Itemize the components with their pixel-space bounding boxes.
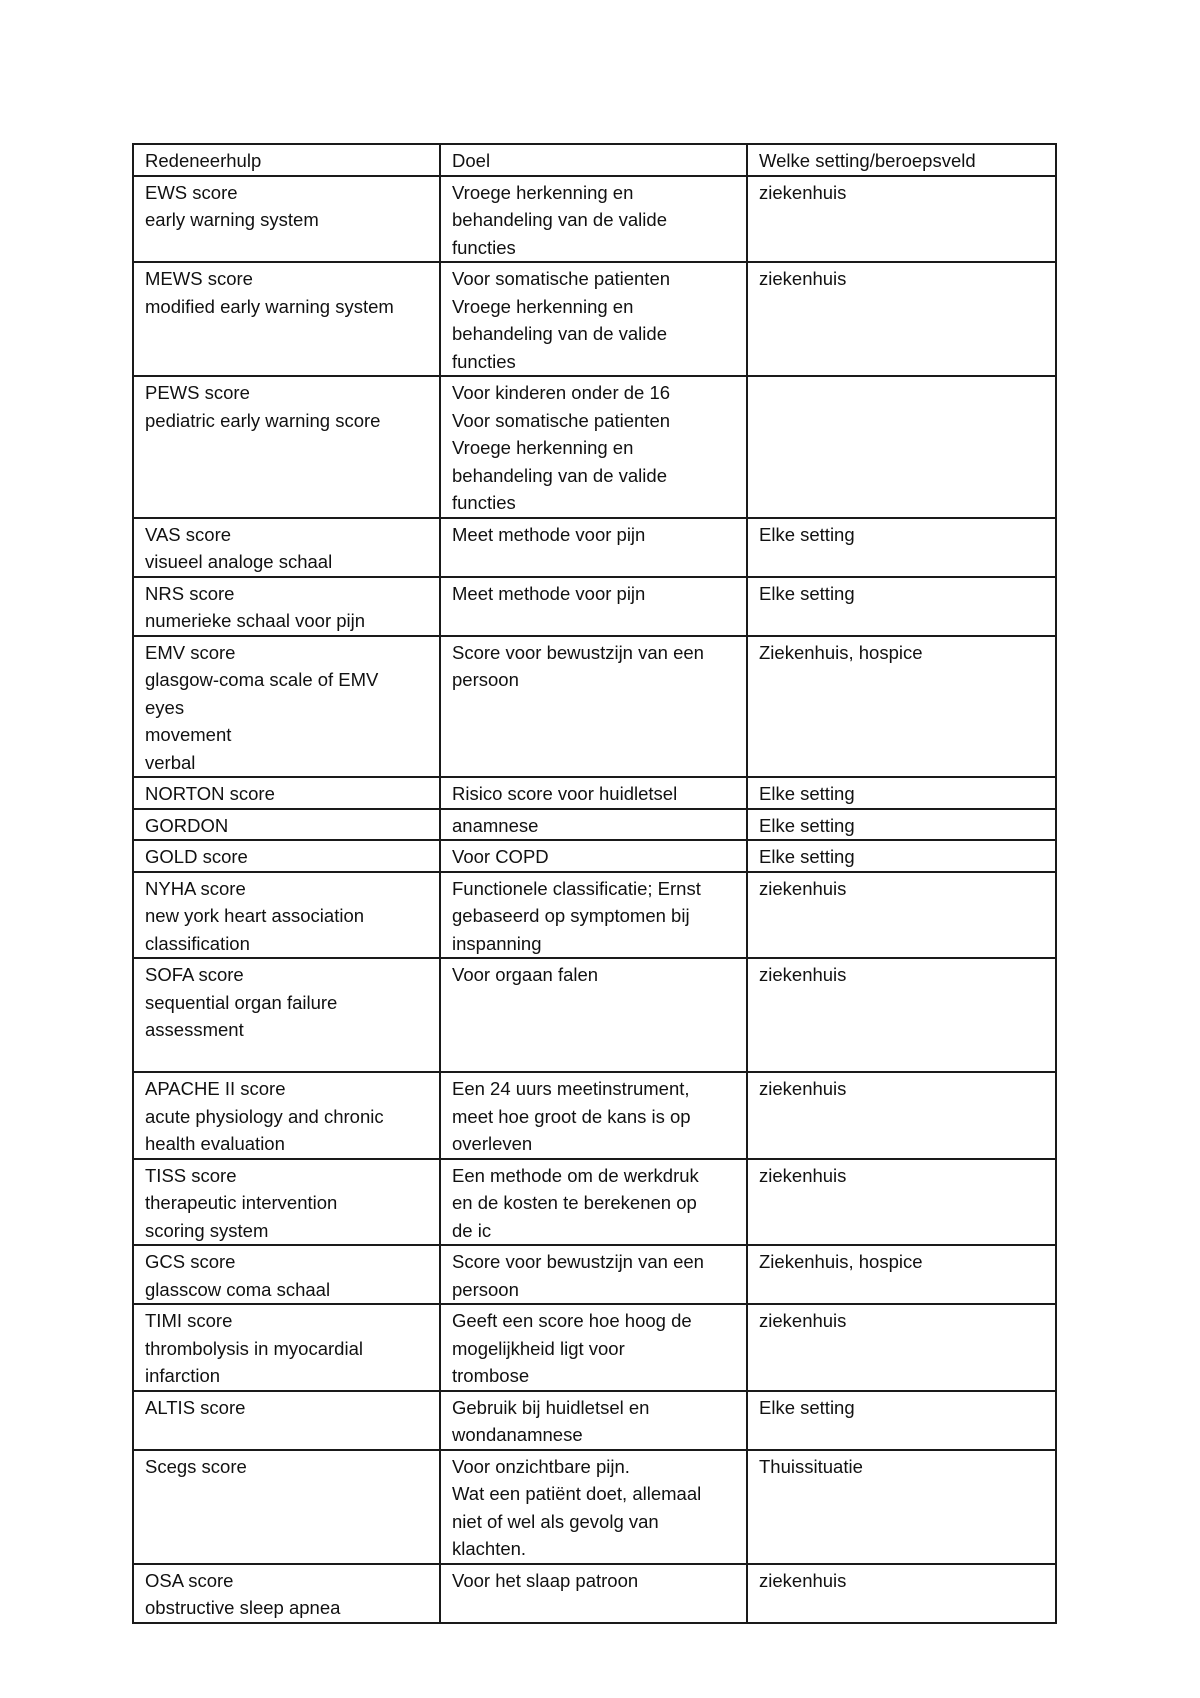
setting-cell <box>747 809 1056 841</box>
table-row <box>133 636 1056 778</box>
setting-cell <box>747 1564 1056 1623</box>
table-row <box>133 958 1056 1072</box>
cell-line: behandeling van de valide <box>452 323 667 344</box>
cell-line: ziekenhuis <box>759 181 847 203</box>
cell-line: ziekenhuis <box>759 964 847 985</box>
setting-cell <box>747 1245 1056 1304</box>
cell-line: assessment <box>145 1019 244 1040</box>
table-row <box>133 518 1056 577</box>
cell-line: OSA score <box>145 1569 234 1591</box>
cell-line: niet of wel als gevolg van <box>452 1510 659 1532</box>
tool-cell <box>133 176 440 263</box>
cell-line: Vroege herkenning en <box>452 295 634 317</box>
tool-cell <box>133 1564 440 1623</box>
goal-cell <box>440 1450 747 1564</box>
tool-cell <box>133 777 440 809</box>
goal-cell <box>440 1159 747 1246</box>
cell-line: meet hoe groot de kans is op <box>452 1105 691 1127</box>
cell-line: verbal <box>145 751 196 773</box>
setting-cell <box>747 1072 1056 1159</box>
setting-cell <box>747 636 1056 778</box>
cell-line: sequential organ failure <box>145 991 338 1013</box>
cell-line: Functionele classificatie; Ernst <box>452 877 701 899</box>
cell-line: early warning system <box>145 209 319 230</box>
cell-line: Meet methode voor pijn <box>452 582 646 604</box>
cell-line: Elke setting <box>759 582 855 604</box>
cell-line: Voor kinderen onder de 16 <box>452 382 671 403</box>
header-cell: Doel <box>440 144 747 176</box>
cell-line: ziekenhuis <box>759 268 847 289</box>
cell-line: anamnese <box>452 814 539 836</box>
setting-cell <box>747 518 1056 577</box>
setting-cell <box>747 1304 1056 1391</box>
table-row <box>133 1391 1056 1450</box>
cell-line: Een 24 uurs meetinstrument, <box>452 1078 690 1099</box>
setting-cell <box>747 376 1056 518</box>
tool-cell <box>133 872 440 959</box>
goal-cell <box>440 777 747 809</box>
cell-line: Elke setting <box>759 814 855 836</box>
header-cell: Welke setting/beroepsveld <box>747 144 1056 176</box>
tool-cell <box>133 577 440 636</box>
cell-line: persoon <box>452 1278 519 1300</box>
cell-line: infarction <box>145 1365 221 1386</box>
table-row <box>133 1245 1056 1304</box>
goal-cell <box>440 577 747 636</box>
tool-cell <box>133 262 440 376</box>
table-row <box>133 1450 1056 1564</box>
cell-line: Vroege herkenning en <box>452 437 634 458</box>
tool-cell <box>133 958 440 1072</box>
tool-cell <box>133 1391 440 1450</box>
setting-cell <box>747 777 1056 809</box>
cell-line: Voor somatische patienten <box>452 409 671 431</box>
cell-line: Een methode om de werkdruk <box>452 1164 699 1186</box>
tool-cell <box>133 1159 440 1246</box>
cell-line: thrombolysis in myocardial <box>145 1337 363 1359</box>
cell-line: behandeling van de valide <box>452 209 667 230</box>
cell-line: functies <box>452 492 516 513</box>
tool-cell <box>133 1450 440 1564</box>
goal-cell <box>440 376 747 518</box>
setting-cell <box>747 577 1056 636</box>
cell-line: EMV score <box>145 641 236 663</box>
cell-line: numerieke schaal voor pijn <box>145 610 366 631</box>
setting-cell <box>747 958 1056 1072</box>
goal-cell <box>440 518 747 577</box>
cell-line: therapeutic intervention <box>145 1192 338 1213</box>
cell-line: Meet methode voor pijn <box>452 523 646 545</box>
goal-cell <box>440 1072 747 1159</box>
cell-line: Score voor bewustzijn van een <box>452 641 704 663</box>
cell-line: GORDON <box>145 814 229 836</box>
cell-line: Score voor bewustzijn van een <box>452 1251 704 1272</box>
goal-cell <box>440 1391 747 1450</box>
table-row <box>133 840 1056 872</box>
table-row <box>133 1072 1056 1159</box>
table-row <box>133 262 1056 376</box>
setting-cell <box>747 872 1056 959</box>
cell-line: Geeft een score hoe hoog de <box>452 1310 692 1331</box>
setting-cell <box>747 840 1056 872</box>
table-body <box>133 176 1056 1623</box>
cell-line: gebaseerd op symptomen bij <box>452 905 690 926</box>
cell-line: PEWS score <box>145 382 250 403</box>
cell-line: klachten. <box>452 1538 527 1559</box>
tool-cell <box>133 1072 440 1159</box>
setting-cell <box>747 1450 1056 1564</box>
cell-line: Gebruik bij huidletsel en <box>452 1396 650 1418</box>
tool-cell <box>133 809 440 841</box>
cell-line: ziekenhuis <box>759 1078 847 1099</box>
cell-line: de ic <box>452 1219 492 1241</box>
setting-cell <box>747 262 1056 376</box>
cell-line: eyes <box>145 696 185 718</box>
cell-line: Voor orgaan falen <box>452 964 599 985</box>
goal-cell <box>440 809 747 841</box>
cell-line: functies <box>452 236 516 258</box>
cell-line: obstructive sleep apnea <box>145 1597 341 1618</box>
cell-line: mogelijkheid ligt voor <box>452 1337 625 1359</box>
cell-line: TISS score <box>145 1164 237 1186</box>
setting-cell <box>747 1159 1056 1246</box>
cell-line: glasgow-coma scale of EMV <box>145 669 379 690</box>
tool-cell <box>133 636 440 778</box>
tool-cell <box>133 376 440 518</box>
cell-line: wondanamnese <box>452 1424 583 1445</box>
cell-line: Voor onzichtbare pijn. <box>452 1455 630 1477</box>
cell-line: health evaluation <box>145 1133 285 1154</box>
cell-line: NORTON score <box>145 783 275 804</box>
cell-line: new york heart association <box>145 905 365 926</box>
cell-line: functies <box>452 350 516 372</box>
cell-line: APACHE II score <box>145 1078 286 1099</box>
setting-cell <box>747 1391 1056 1450</box>
table-row <box>133 1304 1056 1391</box>
cell-line: Wat een patiënt doet, allemaal <box>452 1483 702 1504</box>
cell-line: classification <box>145 932 250 954</box>
cell-line: inspanning <box>452 932 542 954</box>
cell-line: Vroege herkenning en <box>452 181 634 203</box>
cell-line: scoring system <box>145 1219 269 1241</box>
goal-cell <box>440 636 747 778</box>
goal-cell <box>440 176 747 263</box>
cell-line: TIMI score <box>145 1310 233 1331</box>
cell-line: EWS score <box>145 181 238 203</box>
goal-cell <box>440 958 747 1072</box>
cell-line: VAS score <box>145 523 232 545</box>
goal-cell <box>440 1245 747 1304</box>
cell-line: ziekenhuis <box>759 1569 847 1591</box>
cell-line: Voor COPD <box>452 846 549 867</box>
cell-line: Ziekenhuis, hospice <box>759 1251 923 1272</box>
tool-cell <box>133 518 440 577</box>
cell-line: Voor het slaap patroon <box>452 1569 639 1591</box>
cell-line: Risico score voor huidletsel <box>452 783 678 804</box>
cell-line: en de kosten te berekenen op <box>452 1192 697 1213</box>
table-header-row <box>133 144 1056 176</box>
cell-line: ziekenhuis <box>759 1310 847 1331</box>
cell-line: GOLD score <box>145 846 248 867</box>
cell-line: ALTIS score <box>145 1396 246 1418</box>
cell-line: Elke setting <box>759 846 855 867</box>
cell-line: overleven <box>452 1133 533 1154</box>
cell-line: ziekenhuis <box>759 1164 847 1186</box>
cell-line: pediatric early warning score <box>145 409 381 431</box>
table-row <box>133 1159 1056 1246</box>
cell-line: Elke setting <box>759 783 855 804</box>
cell-line: movement <box>145 724 232 745</box>
cell-line: modified early warning system <box>145 295 394 317</box>
header-cell: Redeneerhulp <box>133 144 440 176</box>
cell-line: acute physiology and chronic <box>145 1105 384 1127</box>
cell-line: Elke setting <box>759 523 855 545</box>
table-row <box>133 577 1056 636</box>
table-row <box>133 872 1056 959</box>
table-row <box>133 777 1056 809</box>
reasoning-aids-table <box>132 143 1057 1624</box>
cell-line: NRS score <box>145 582 235 604</box>
table-row <box>133 376 1056 518</box>
cell-line <box>145 1044 430 1072</box>
cell-line: NYHA score <box>145 877 246 899</box>
cell-line: GCS score <box>145 1251 236 1272</box>
table-row <box>133 1564 1056 1623</box>
cell-line: Ziekenhuis, hospice <box>759 641 923 663</box>
cell-line: ziekenhuis <box>759 877 847 899</box>
cell-line: Voor somatische patienten <box>452 268 671 289</box>
cell-line: glasscow coma schaal <box>145 1278 331 1300</box>
cell-line: persoon <box>452 669 519 690</box>
tool-cell <box>133 1245 440 1304</box>
goal-cell <box>440 872 747 959</box>
goal-cell <box>440 840 747 872</box>
cell-line: Elke setting <box>759 1396 855 1418</box>
cell-line: SOFA score <box>145 964 244 985</box>
goal-cell <box>440 262 747 376</box>
cell-line: Scegs score <box>145 1455 247 1477</box>
cell-line: visueel analoge schaal <box>145 551 333 572</box>
cell-line: trombose <box>452 1365 530 1386</box>
cell-line: behandeling van de valide <box>452 464 667 486</box>
table-row <box>133 809 1056 841</box>
tool-cell <box>133 840 440 872</box>
table-row <box>133 176 1056 263</box>
goal-cell <box>440 1564 747 1623</box>
cell-line: MEWS score <box>145 268 253 289</box>
tool-cell <box>133 1304 440 1391</box>
cell-line: Thuissituatie <box>759 1455 863 1477</box>
setting-cell <box>747 176 1056 263</box>
goal-cell <box>440 1304 747 1391</box>
